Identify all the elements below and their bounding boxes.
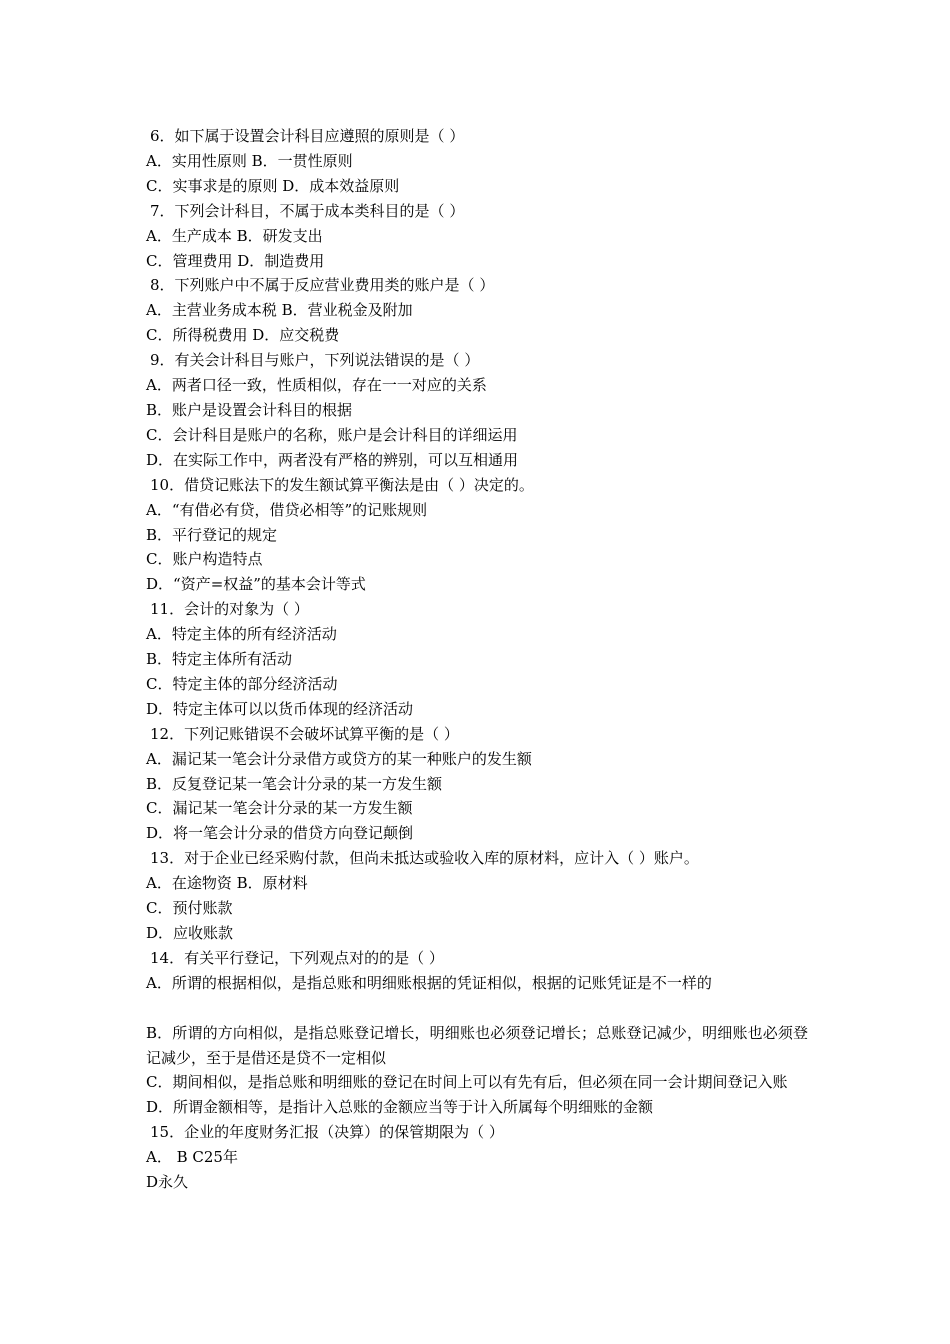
option-line: B．特定主体所有活动: [146, 650, 293, 669]
option-line: A．生产成本 B．研发支出: [146, 226, 323, 245]
option-line: C．所得税费用 D．应交税费: [146, 326, 340, 345]
option-line: C．实事求是的原则 D．成本效益原则: [146, 176, 400, 195]
option-line: D．在实际工作中，两者没有严格的辨别，可以互相通用: [146, 450, 519, 469]
option-line: B．所谓的方向相似，是指总账登记增长，明细账也必须登记增长；总账登记减少，明细账也必须登记减少，至于是借还是贷不一定相似: [146, 1023, 808, 1067]
option-line: A．主营业务成本税 B．营业税金及附加: [146, 301, 413, 320]
option-line: C．期间相似，是指总账和明细账的登记在时间上可以有先有后，但必须在同一会计期间登记入账: [146, 1073, 788, 1092]
option-line: C．管理费用 D．制造费用: [146, 251, 325, 270]
option-line: D．所谓金额相等，是指计入总账的金额应当等于计入所属每个明细账的金额: [146, 1098, 654, 1117]
option-line: C．漏记某一笔会计分录的某一方发生额: [146, 799, 413, 818]
option-line: D．特定主体可以以货币体现的经济活动: [146, 699, 414, 718]
option-line: B．反复登记某一笔会计分录的某一方发生额: [146, 774, 443, 793]
option-line: D．应收账款: [146, 924, 234, 942]
question-7: 7．下列会计科目，不属于成本类科目的是（ ）: [150, 201, 465, 220]
option-line: A．特定主体的所有经济活动: [146, 625, 337, 644]
blank-line: [146, 996, 808, 1021]
option-line: A．所谓的根据相似，是指总账和明细账根据的凭证相似，根据的记账凭证是不一样的: [146, 973, 712, 992]
question-14: 14．有关平行登记，下列观点对的的是（ ）: [150, 948, 444, 967]
option-line: A．两者口径一致，性质相似，存在一一对应的关系: [146, 376, 487, 395]
option-line: C．会计科目是账户的名称，账户是会计科目的详细运用: [146, 425, 518, 444]
question-10: 10．借贷记账法下的发生额试算平衡法是由（ ）决定的。: [150, 475, 534, 494]
question-13: 13．对于企业已经采购付款，但尚未抵达或验收入库的原材料，应计入（ ）账户。: [150, 849, 699, 868]
option-line: B．平行登记的规定: [146, 525, 278, 544]
option-line: B．账户是设置会计科目的根据: [146, 400, 353, 419]
option-line: A．实用性原则 B．一贯性原则: [146, 151, 353, 170]
question-9: 9．有关会计科目与账户，下列说法错误的是（ ）: [150, 351, 480, 370]
option-line: A．“有借必有贷，借贷必相等”的记账规则: [146, 500, 428, 519]
option-line: C．预付账款: [146, 899, 233, 918]
option-line: A．漏记某一笔会计分录借方或贷方的某一种账户的发生额: [146, 749, 532, 768]
option-line: C．特定主体的部分经济活动: [146, 674, 338, 693]
question-12: 12．下列记账错误不会破坏试算平衡的是（ ）: [150, 724, 459, 743]
option-line: A． B C25年: [146, 1148, 238, 1167]
option-line: D永久: [146, 1173, 189, 1192]
option-line: A．在途物资 B．原材料: [146, 874, 308, 893]
question-11: 11．会计的对象为（ ）: [150, 600, 309, 619]
option-line: D．将一笔会计分录的借贷方向登记颠倒: [146, 824, 414, 843]
question-15: 15．企业的年度财务汇报（决算）的保管期限为（ ）: [150, 1123, 504, 1142]
option-line: D．“资产=权益”的基本会计等式: [146, 575, 366, 594]
option-line: C．账户构造特点: [146, 550, 263, 569]
question-6: 6．如下属于设置会计科目应遵照的原则是（ ）: [150, 127, 465, 145]
question-list: [146, 124, 808, 1195]
question-8: 8．下列账户中不属于反应营业费用类的账户是（ ）: [150, 276, 495, 295]
